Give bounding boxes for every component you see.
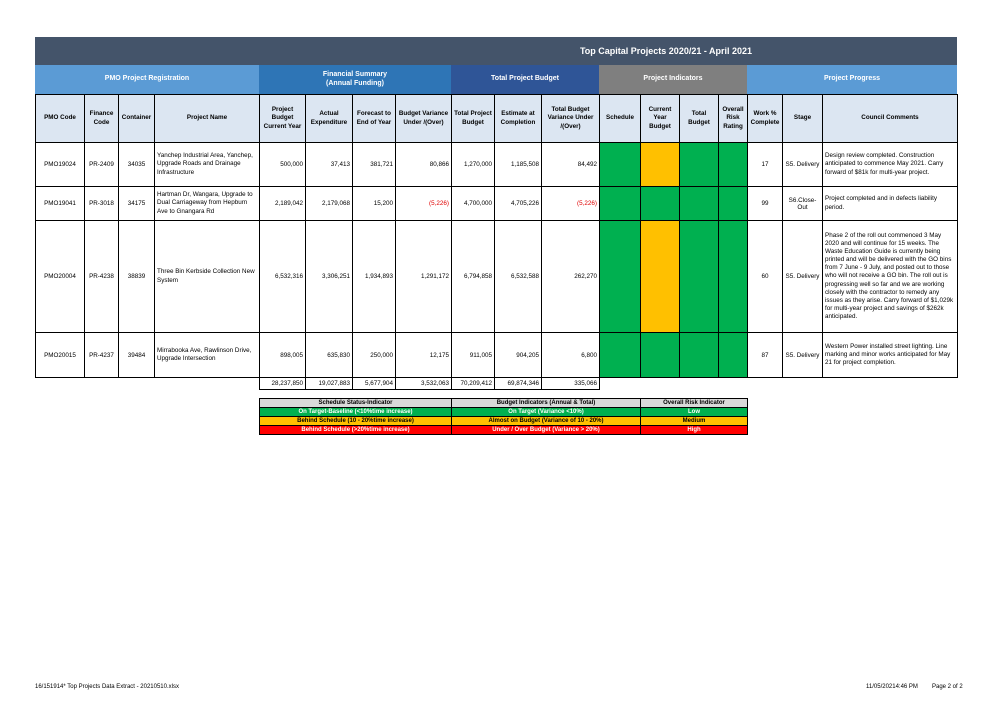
cell-actual-expenditure: 3,306,251 bbox=[306, 221, 353, 333]
cell-total-project-budget: 911,005 bbox=[452, 333, 495, 378]
cell-stage: S5. Delivery bbox=[783, 221, 823, 333]
indicator-total-budget bbox=[680, 187, 719, 221]
legend-cell: Behind Schedule (>20%time increase) bbox=[260, 426, 452, 435]
cell-budget-variance: 1,291,172 bbox=[396, 221, 452, 333]
group-financial-sublabel: (Annual Funding) bbox=[326, 79, 384, 87]
indicator-current-year-budget bbox=[641, 143, 680, 187]
table-row bbox=[36, 143, 958, 187]
total-forecast: 5,677,904 bbox=[353, 378, 396, 390]
cell-council-comments: Project completed and in defects liability period. bbox=[823, 187, 958, 221]
header-actual-expenditure: Actual Expenditure bbox=[306, 95, 353, 143]
cell-project-budget: 2,189,042 bbox=[260, 187, 306, 221]
legend-cell: Low bbox=[641, 408, 748, 417]
header-estimate: Estimate at Completion bbox=[495, 95, 542, 143]
table-row bbox=[36, 333, 958, 378]
cell-forecast: 1,934,893 bbox=[353, 221, 396, 333]
header-project-budget: Project Budget Current Year bbox=[260, 95, 306, 143]
cell-estimate: 904,205 bbox=[495, 333, 542, 378]
group-indicators-label: Project Indicators bbox=[643, 75, 703, 83]
cell-pmo-code: PMO19041 bbox=[36, 187, 85, 221]
indicator-schedule bbox=[600, 187, 641, 221]
cell-council-comments: Western Power installed street lighting. Line marking and minor works anticipated for May 21 for project completion. bbox=[823, 333, 958, 378]
cell-council-comments: Phase 2 of the roll out commenced 3 May 2020 and will continue for 15 weeks. The Waste Education Guide is currently being printed and will be delivered with the GO bins from 7 June - 9 July, and posted out to those who will not receive a GO bin. The roll out is progressing well so far and we are working closely with the contractor to remedy any issues as they arise. Carry forward of $1,029k for multi-year project and savings of $262k anticipated. bbox=[823, 221, 958, 333]
totals-blank bbox=[748, 378, 783, 390]
indicator-current-year-budget bbox=[641, 187, 680, 221]
indicator-overall-risk bbox=[719, 143, 748, 187]
legend-row-red bbox=[260, 426, 748, 435]
footer-filename: 16/151914* Top Projects Data Extract - 20210510.xlsx bbox=[35, 684, 179, 690]
cell-container: 34035 bbox=[119, 143, 155, 187]
group-total-label: Total Project Budget bbox=[491, 75, 559, 83]
cell-project-name: Three Bin Kerbside Collection New System bbox=[155, 221, 260, 333]
cell-finance-code: PR-4238 bbox=[85, 221, 119, 333]
total-estimate: 69,874,346 bbox=[495, 378, 542, 390]
totals-blank bbox=[641, 378, 680, 390]
cell-total-project-budget: 4,700,000 bbox=[452, 187, 495, 221]
indicator-total-budget bbox=[680, 221, 719, 333]
header-row bbox=[36, 95, 958, 143]
cell-total-budget-variance: (5,226) bbox=[542, 187, 600, 221]
group-progress-label: Project Progress bbox=[823, 75, 881, 83]
indicator-current-year-budget bbox=[641, 221, 680, 333]
cell-project-name: Mirrabooka Ave, Rawlinson Drive, Upgrade Intersection bbox=[155, 333, 260, 378]
total-project-budget-current-year: 28,237,850 bbox=[260, 378, 306, 390]
total-budget-variance: 3,532,063 bbox=[396, 378, 452, 390]
totals-blank bbox=[600, 378, 641, 390]
header-total-project-budget: Total Project Budget bbox=[452, 95, 495, 143]
legend-header-row bbox=[260, 399, 748, 408]
header-schedule: Schedule bbox=[600, 95, 641, 143]
totals-blank bbox=[783, 378, 823, 390]
cell-work-complete: 87 bbox=[748, 333, 783, 378]
group-pmo-registration bbox=[35, 65, 259, 94]
indicator-schedule bbox=[600, 143, 641, 187]
group-pmo-label: PMO Project Registration bbox=[104, 75, 190, 83]
total-actual-expenditure: 19,027,883 bbox=[306, 378, 353, 390]
totals-row bbox=[36, 378, 958, 390]
legend-header-budget: Budget Indicators (Annual & Total) bbox=[452, 399, 641, 408]
indicator-total-budget bbox=[680, 333, 719, 378]
legend-cell: Under / Over Budget (Variance > 20%) bbox=[452, 426, 641, 435]
legend-cell: High bbox=[641, 426, 748, 435]
totals-blank bbox=[823, 378, 958, 390]
totals-blank bbox=[155, 378, 260, 390]
cell-actual-expenditure: 635,830 bbox=[306, 333, 353, 378]
header-council-comments: Council Comments bbox=[823, 95, 958, 143]
totals-blank bbox=[119, 378, 155, 390]
group-total-project-budget bbox=[451, 65, 599, 94]
cell-total-project-budget: 1,270,000 bbox=[452, 143, 495, 187]
cell-project-name: Yanchep Industrial Area, Yanchep, Upgrade Roads and Drainage Infrastructure bbox=[155, 143, 260, 187]
indicator-overall-risk bbox=[719, 333, 748, 378]
cell-total-project-budget: 6,794,858 bbox=[452, 221, 495, 333]
header-project-name: Project Name bbox=[155, 95, 260, 143]
group-financial-label: Financial Summary bbox=[322, 71, 388, 79]
cell-forecast: 250,000 bbox=[353, 333, 396, 378]
header-pmo-code: PMO Code bbox=[36, 95, 85, 143]
footer-page: Page 2 of 2 bbox=[932, 684, 963, 690]
group-project-indicators bbox=[599, 65, 747, 94]
cell-finance-code: PR-2409 bbox=[85, 143, 119, 187]
cell-project-name: Hartman Dr, Wangara, Upgrade to Dual Carriageway from Hepburn Ave to Gnangara Rd bbox=[155, 187, 260, 221]
total-total-project-budget: 70,209,412 bbox=[452, 378, 495, 390]
header-total-budget: Total Budget bbox=[680, 95, 719, 143]
cell-container: 38839 bbox=[119, 221, 155, 333]
legend-header-schedule: Schedule Status-Indicator bbox=[260, 399, 452, 408]
totals-blank bbox=[680, 378, 719, 390]
header-budget-variance: Budget Variance Under /(Over) bbox=[396, 95, 452, 143]
header-forecast: Forecast to End of Year bbox=[353, 95, 396, 143]
cell-total-budget-variance: 262,270 bbox=[542, 221, 600, 333]
cell-project-budget: 500,000 bbox=[260, 143, 306, 187]
cell-pmo-code: PMO20004 bbox=[36, 221, 85, 333]
legend-cell: Medium bbox=[641, 417, 748, 426]
legend-cell: Almost on Budget (Variance of 10 - 20%) bbox=[452, 417, 641, 426]
cell-project-budget: 6,532,316 bbox=[260, 221, 306, 333]
cell-total-budget-variance: 84,492 bbox=[542, 143, 600, 187]
header-current-year-budget: Current Year Budget bbox=[641, 95, 680, 143]
legend-cell: On Target (Variance <10%) bbox=[452, 408, 641, 417]
totals-blank bbox=[36, 378, 85, 390]
cell-stage: S6.Close-Out bbox=[783, 187, 823, 221]
cell-pmo-code: PMO19024 bbox=[36, 143, 85, 187]
cell-forecast: 381,721 bbox=[353, 143, 396, 187]
legend-row-green bbox=[260, 408, 748, 417]
indicator-current-year-budget bbox=[641, 333, 680, 378]
group-financial-summary bbox=[259, 65, 451, 94]
cell-forecast: 15,200 bbox=[353, 187, 396, 221]
cell-work-complete: 17 bbox=[748, 143, 783, 187]
cell-estimate: 4,705,226 bbox=[495, 187, 542, 221]
header-container: Container bbox=[119, 95, 155, 143]
legend-cell: On Target-Baseline (<10%time increase) bbox=[260, 408, 452, 417]
indicator-schedule bbox=[600, 221, 641, 333]
footer-date: 11/05/20214:46 PM bbox=[866, 684, 918, 690]
indicator-total-budget bbox=[680, 143, 719, 187]
cell-pmo-code: PMO20015 bbox=[36, 333, 85, 378]
projects-table bbox=[35, 94, 958, 390]
total-total-budget-variance: 335,066 bbox=[542, 378, 600, 390]
group-project-progress bbox=[747, 65, 957, 94]
cell-total-budget-variance: 6,800 bbox=[542, 333, 600, 378]
table-row bbox=[36, 187, 958, 221]
cell-actual-expenditure: 37,413 bbox=[306, 143, 353, 187]
table-row bbox=[36, 221, 958, 333]
totals-blank bbox=[719, 378, 748, 390]
cell-finance-code: PR-3018 bbox=[85, 187, 119, 221]
header-work-complete: Work % Complete bbox=[748, 95, 783, 143]
cell-container: 34175 bbox=[119, 187, 155, 221]
header-finance-code: Finance Code bbox=[85, 95, 119, 143]
cell-budget-variance: (5,226) bbox=[396, 187, 452, 221]
cell-finance-code: PR-4237 bbox=[85, 333, 119, 378]
indicator-schedule bbox=[600, 333, 641, 378]
legend-cell: Behind Schedule (10 - 20%time increase) bbox=[260, 417, 452, 426]
cell-container: 39484 bbox=[119, 333, 155, 378]
cell-stage: S5. Delivery bbox=[783, 143, 823, 187]
cell-budget-variance: 12,175 bbox=[396, 333, 452, 378]
cell-budget-variance: 80,866 bbox=[396, 143, 452, 187]
totals-blank bbox=[85, 378, 119, 390]
cell-work-complete: 99 bbox=[748, 187, 783, 221]
cell-estimate: 1,185,508 bbox=[495, 143, 542, 187]
report-title: Top Capital Projects 2020/21 - April 2021 bbox=[35, 37, 957, 65]
header-total-budget-variance: Total Budget Variance Under /(Over) bbox=[542, 95, 600, 143]
header-stage: Stage bbox=[783, 95, 823, 143]
header-overall-risk: Overall Risk Rating bbox=[719, 95, 748, 143]
indicator-overall-risk bbox=[719, 187, 748, 221]
indicator-overall-risk bbox=[719, 221, 748, 333]
cell-project-budget: 898,005 bbox=[260, 333, 306, 378]
legend-row-amber bbox=[260, 417, 748, 426]
cell-actual-expenditure: 2,179,068 bbox=[306, 187, 353, 221]
cell-estimate: 6,532,588 bbox=[495, 221, 542, 333]
cell-work-complete: 60 bbox=[748, 221, 783, 333]
legend-table bbox=[259, 398, 748, 435]
cell-council-comments: Design review completed. Construction anticipated to commence May 2021. Carry forward of $81k for multi-year project. bbox=[823, 143, 958, 187]
cell-stage: S5. Delivery bbox=[783, 333, 823, 378]
legend-header-risk: Overall Risk Indicator bbox=[641, 399, 748, 408]
